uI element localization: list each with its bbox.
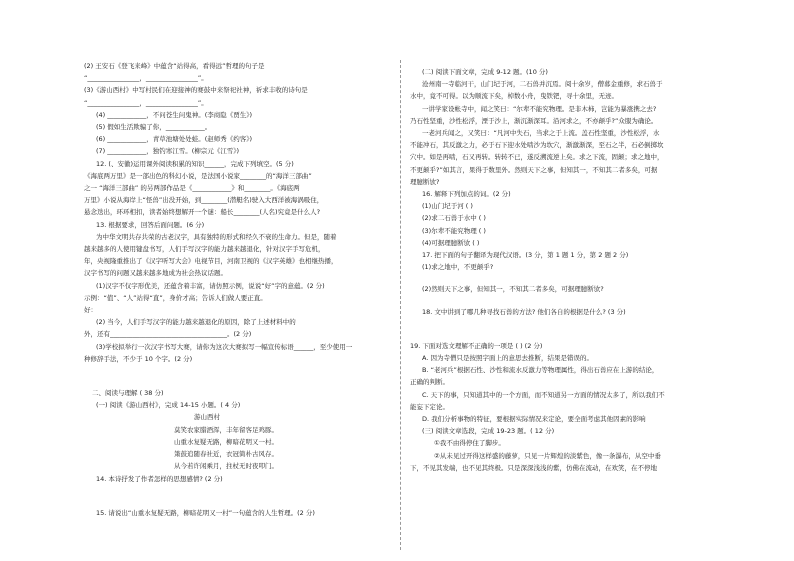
column-divider <box>400 60 401 550</box>
left-text-line: (3)学校拟举行一次汉字书写大赛，请你为这次大赛拟写一幅宣传标语______，至少使用一 <box>96 342 353 351</box>
left-text-line: (6) ____________，青草池塘处处蛙。(赵师秀《约客》) <box>96 135 253 144</box>
right-text-line: A. 因为寺僧只是按照字面上的意思去推断，结果是错误的。 <box>422 354 593 363</box>
left-text-line: 《海底两万里》是一部出色的科幻小说，是法国小说家________的“海洋三部曲” <box>84 171 312 180</box>
left-text-line: 从今若许闲乘月，拄杖无时夜叩门。 <box>174 462 278 471</box>
left-text-line: 外，还有____________________________________。(2 分) <box>84 330 252 339</box>
right-text-line: (3)尔辈不能究物理 ( ) <box>422 226 486 235</box>
left-text-line: (1)汉字不仅字形优美，还蕴含着丰富，请仿照示例，说说“好”字的意蕴。(2 分) <box>96 281 325 290</box>
left-text-line: 12. (、安徽)运用课外阅读积累的知识______，完成下列填空。(5 分) <box>96 159 294 168</box>
right-text-line: 穴中。如是再啮，石又再转。转转不已，遂反溯流逆上矣。求之下流，固颠；求之地中， <box>410 153 664 162</box>
right-text-line: 不能冲石，其反激之力，必于石下迎水处啮沙为坎穴，渐激渐深，至石之半，石必倒掷坎 <box>410 141 664 150</box>
right-column <box>410 66 730 474</box>
left-text-line: 万里》小说从海岸上“怪兽”出没开始，到________(潜艇名)驶入大西洋被海涡吸住， <box>84 196 324 205</box>
right-text-line: 下，不见其发端，也不见其终极。只是深深浅浅的紫，仿佛在流动，在欢笑，在不停地 <box>410 463 657 472</box>
left-text-line <box>84 365 389 387</box>
left-column <box>84 60 389 519</box>
right-text-line: 18. 文中讲到了哪几种寻找石兽的方法? 他们各自的根据是什么? (3 分) <box>422 307 626 316</box>
right-text-line: 沧州南一寺临河干，山门圮于河，二石兽并沉焉。阅十余岁，僧募金重修，求石兽于 <box>422 80 663 89</box>
right-text-line: ②从未见过开得这样盛的藤萝，只见一片辉煌的淡紫色，像一条瀑布，从空中垂 <box>434 451 661 460</box>
right-text-line: 正确的判断。 <box>410 378 449 387</box>
right-text-line: C. 天下的事，只知道其中的一个方面，而不知道另一方面的情况太多了，所以我们不 <box>422 390 665 399</box>
left-text-line: 好： <box>84 306 97 315</box>
left-text-line: 莫笑农家腊酒浑，丰年留客足鸡豚。 <box>174 425 278 434</box>
right-text-line: 一讲学家设帐寺中，闻之笑曰：“尔辈不能究物理。是非木柿，岂能为暴涨携之去? <box>422 104 657 113</box>
left-text-line: 游山西村 <box>194 413 220 422</box>
left-text-line: 年，央视隆重推出了《汉字听写大会》电视节目，河南卫视的《汉字英雄》也相继热播， <box>84 257 338 266</box>
right-text-line <box>410 318 730 340</box>
left-text-line: 二、阅读与理解 ( 38 分) <box>92 389 164 398</box>
right-text-line: (4)可据理臆断欤 ( ) <box>422 238 480 247</box>
right-text-line: 一老河兵闻之，又笑曰：“凡河中失石，当求之于上流。盖石性坚重，沙性松浮，水 <box>422 129 660 138</box>
left-text-line: 示例：“值”、“人”站得“直”，身价才高；告诉人们做人要正直。 <box>84 293 267 302</box>
right-text-line: (二) 阅读下面文章，完成 9-12 题。(10 分) <box>422 68 548 76</box>
right-text-line: 19. 下面对选文理解不正确的一项是 ( ) (2 分) <box>410 341 543 350</box>
left-text-line: 14. 本诗抒发了作者怎样的思想感情? (2 分) <box>96 474 223 483</box>
left-text-line: (7) ____________，独钓寒江雪。(柳宗元《江雪》) <box>96 147 240 156</box>
left-text-line: 之一 “海洋三部曲” 的另两部作品是《____________》和________。《海底两 <box>84 184 300 193</box>
right-text-line: (三) 阅读文章选段，完成 19-23 题。( 12 分) <box>422 427 555 436</box>
left-text-line: “________________，________________”。 <box>84 74 208 83</box>
right-text-line: (1)求之地中，不更颠乎? <box>422 263 494 272</box>
left-text-line: “________________，________________”。 <box>84 98 208 107</box>
right-text-line <box>410 273 730 283</box>
right-text-line: 16. 解释下列加点的词。(2 分) <box>422 190 511 199</box>
right-text-line: 17. 把下面的句子翻译为现代汉语。(3 分，第 1 题 1 分，第 2 题 2 分) <box>422 251 629 260</box>
left-text-line: 汉字书写的问题又越来越多地成为社会热议话题。 <box>84 269 227 278</box>
right-text-line: ①我不由得停住了脚步。 <box>434 439 505 448</box>
left-text-line: 越来越多的人使用键盘书写，人们手写汉字的能力越来越退化，针对汉字手写危机， <box>84 245 325 254</box>
right-text-line: 乃石性坚重，沙性松浮，湮于沙上，渐沉渐深耳。沿河求之，不亦颠乎?”众服为确论。 <box>410 116 658 125</box>
right-text-line: D. 我们分析事物的特征，要根据实际情况来定论，要全面考虑其他因素的影响 <box>422 415 646 424</box>
right-text-line: (1)山门圮于河 ( ) <box>422 202 473 211</box>
left-text-line: 悬念迭出，环环相扣，读者始终想解开一个谜：船长________(人名)究竟是什么人? <box>84 208 321 217</box>
left-text-line: (一) 阅读《游山西村》，完成 14-15 小题。( 4 分) <box>96 401 241 410</box>
left-text-line: (3)《游山西村》中写村民们在迎接神的赛鼓中来祭祀社神，祈求丰收的诗句是 <box>84 86 308 95</box>
left-text-line: 山重水复疑无路，柳暗花明又一村。 <box>174 437 278 446</box>
right-text-line: (2)然则天下之事，但知其一，不知其二者多矣，可据理臆断欤? <box>422 285 604 294</box>
left-text-line: (2) 王安石《登飞来峰》中蕴含“站得高，看得远”哲理的句子是 <box>84 62 265 70</box>
left-text-line <box>84 485 389 507</box>
left-text-line: 13. 根据要求，回答后面问题。(6 分) <box>96 220 205 229</box>
right-text-line: B. “老河兵”根据石性、沙性和流水反激力等物理属性，得出石兽应在上游的结论， <box>422 366 659 375</box>
left-text-line: 15. 请说出“山重水复疑无路，柳暗花明又一村”一句蕴含的人生哲理。(2 分) <box>96 508 315 517</box>
left-text-line: 箫鼓追随春社近，衣冠简朴古风存。 <box>174 450 278 459</box>
right-text-line: 理臆断欤? <box>410 177 440 186</box>
left-text-line: 种修辞手法，不少于 10 个字。(2 分) <box>84 354 193 363</box>
right-text-line: 不更颠乎?”如其言，果得于数里外。然则天下之事，但知其一，不知其二者多矣，可据 <box>410 165 658 174</box>
right-text-line: 水中，竟不可得。以为顺流下矣，棹数小舟，曳铁钯，寻十余里，无迹。 <box>410 92 618 101</box>
left-text-line: (4) ____________，不问苍生问鬼神。(李商隐《贾生》) <box>96 110 253 119</box>
left-text-line: (2) 当今，人们手写汉字的能力越来越退化的原因，除了上述材料中的 <box>96 318 296 327</box>
right-text-line: (2)求二石兽于水中 ( ) <box>422 214 486 223</box>
left-text-line: (5) 假如生活欺骗了你，____________。 <box>96 123 212 132</box>
right-text-line: 能妄下定论。 <box>410 402 449 411</box>
right-text-line <box>410 296 730 306</box>
left-text-line: 为中华文明共存共荣的古老汉字，具有独特的形式和经久不衰的生命力。但是，随着 <box>96 232 337 241</box>
